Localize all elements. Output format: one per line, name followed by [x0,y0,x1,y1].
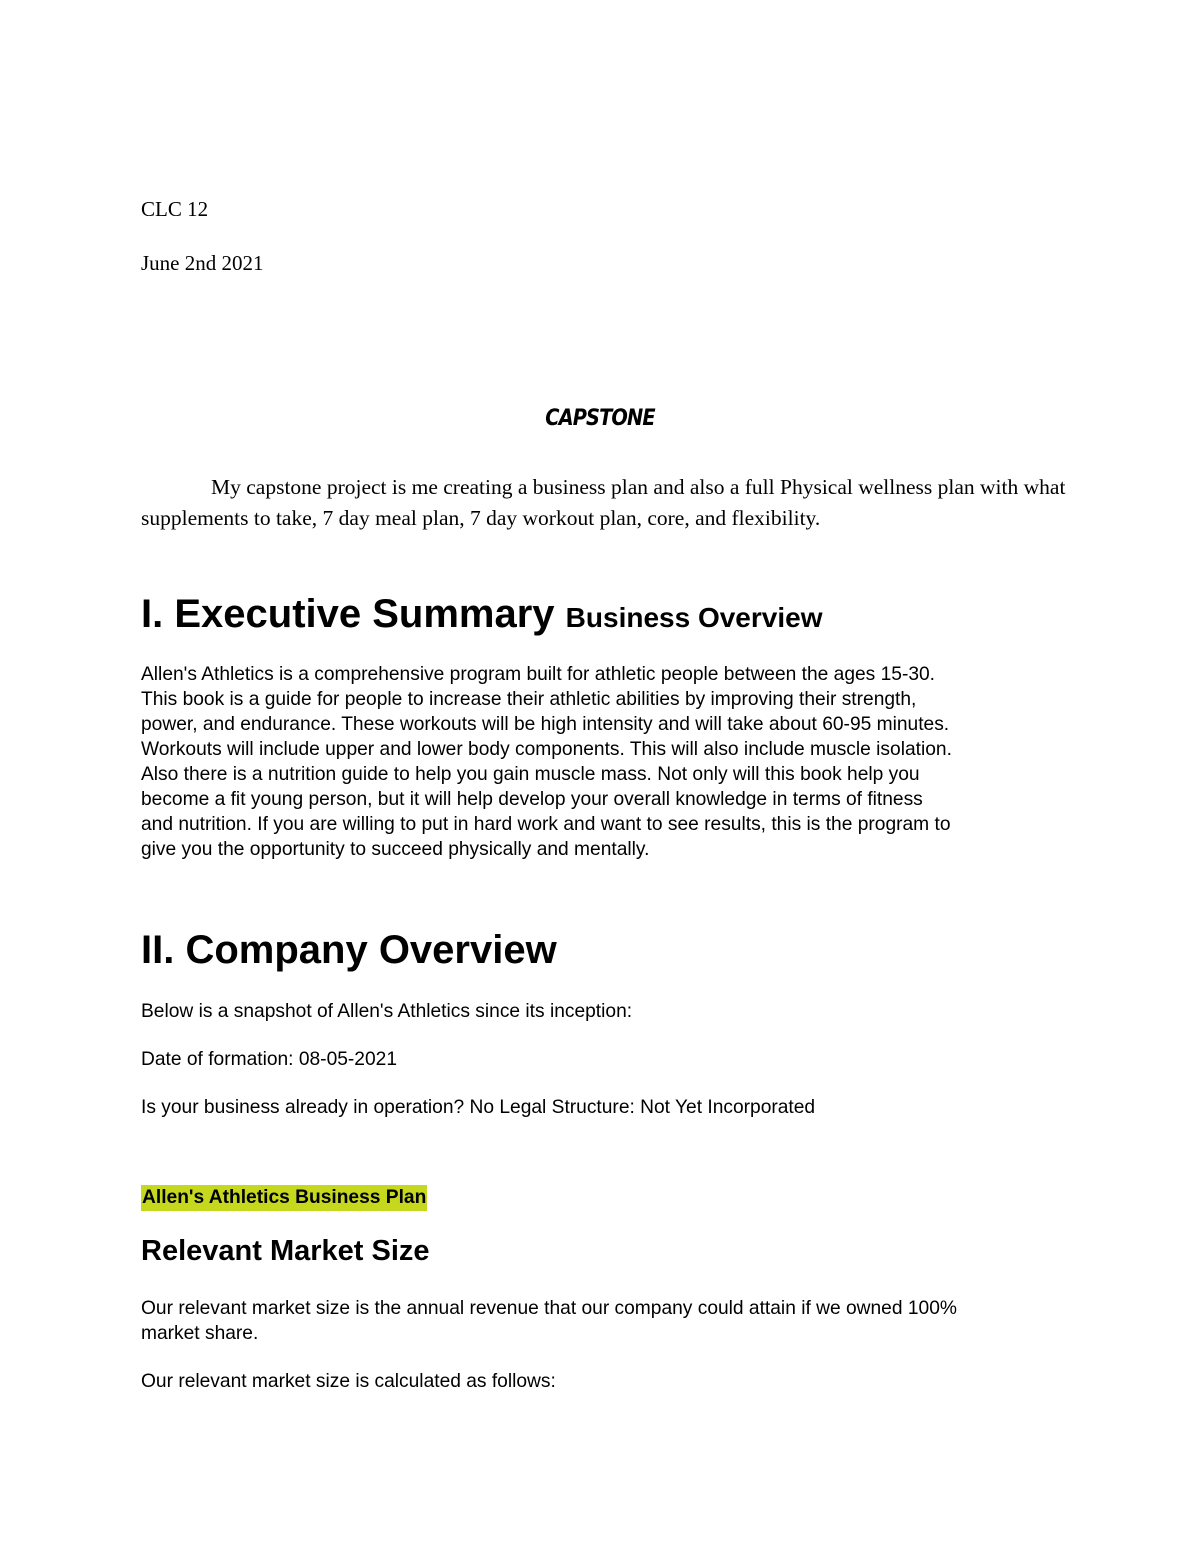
snapshot-text: Below is a snapshot of Allen's Athletics since its inception: [141,1001,633,1022]
summary-line: Allen's Athletics is a comprehensive program built for athletic people between the ages 15-30. [141,664,936,685]
summary-line: This book is a guide for people to increase their athletic abilities by improving their strength, [141,689,917,710]
business-overview-subheading: Business Overview [565,602,823,633]
course-label: CLC 12 [141,197,209,221]
business-plan-highlight: Allen's Athletics Business Plan [141,1185,427,1211]
company-overview-heading: II. Company Overview [141,928,557,972]
document-title: CAPSTONE [545,406,655,431]
summary-line: Also there is a nutrition guide to help you gain muscle mass. Not only will this book help you [141,764,920,785]
executive-summary-heading [141,590,822,642]
summary-line: and nutrition. If you are willing to put in hard work and want to see results, this is the program to [141,814,951,835]
market-size-line: Our relevant market size is the annual revenue that our company could attain if we owned 100% [141,1298,957,1319]
date-label: June 2nd 2021 [141,251,264,275]
summary-line: Workouts will include upper and lower body components. This will also include muscle isolation. [141,739,952,760]
intro-paragraph: My capstone project is me creating a business plan and also a full Physical wellness plan with what supplements to take, 7 day meal plan, 7 day workout plan, core, and flexibility. [141,475,1066,530]
summary-line: become a fit young person, but it will help develop your overall knowledge in terms of fitness [141,789,923,810]
summary-line: power, and endurance. These workouts will be high intensity and will take about 60-95 minutes. [141,714,950,735]
market-size-line: market share. [141,1323,259,1344]
market-size-heading: Relevant Market Size [141,1235,430,1267]
summary-line: give you the opportunity to succeed physically and mentally. [141,839,650,860]
executive-summary-title: I. Executive Summary [141,592,555,636]
formation-date-text: Date of formation: 08-05-2021 [141,1049,397,1070]
operation-status-text: Is your business already in operation? No Legal Structure: Not Yet Incorporated [141,1097,816,1118]
calculation-intro: Our relevant market size is calculated as follows: [141,1371,556,1392]
